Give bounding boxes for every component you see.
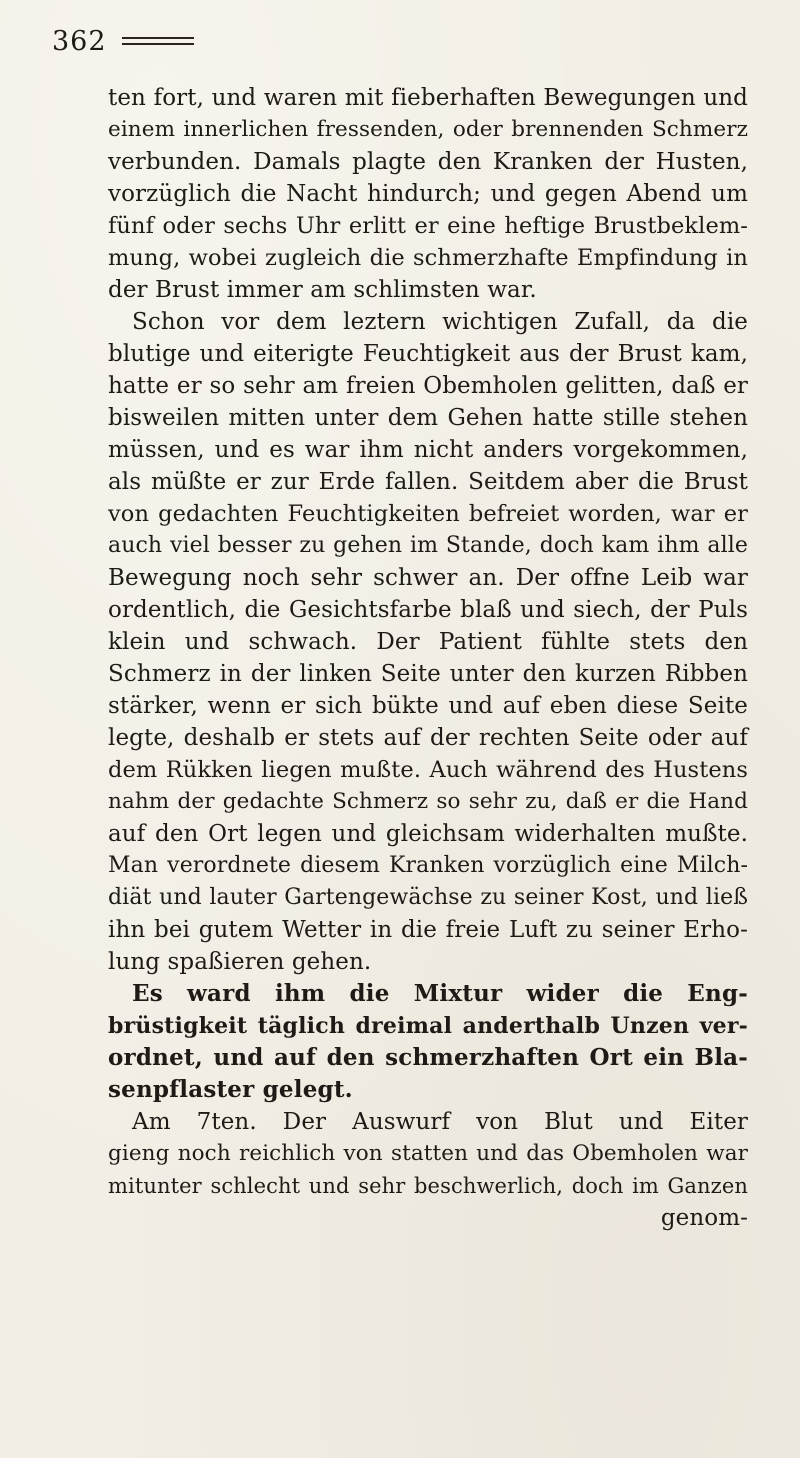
text-line: stärker, wenn er sich bükte und auf eben diese Seite (108, 693, 748, 719)
text-line: dem Rükken liegen mußte. Auch während des Hustens (108, 757, 748, 783)
text-line: gieng noch reichlich von statten und das Obemholen war (108, 1141, 748, 1166)
text-line: fünf oder sechs Uhr erlitt er eine heftige Brustbeklem- (108, 213, 748, 239)
text-line: genom- (660, 1205, 748, 1231)
page-number: 362 (52, 26, 107, 57)
header-rule (122, 37, 194, 39)
text-line: brüstigkeit täglich dreimal anderthalb Unzen ver- (108, 1013, 748, 1039)
text-line: lung spaßieren gehen. (108, 949, 372, 975)
text-line: Schmerz in der linken Seite unter den kurzen Ribben (108, 661, 748, 687)
text-line: vorzüglich die Nacht hindurch; und gegen Abend um (108, 181, 748, 207)
text-line: der Brust immer am schlimsten war. (108, 277, 537, 303)
text-line: Schon vor dem leztern wichtigen Zufall, da die (132, 309, 748, 335)
text-line: diät und lauter Gartengewächse zu seiner Kost, und ließ (108, 885, 748, 910)
text-line: nahm der gedachte Schmerz so sehr zu, daß er die Hand (108, 789, 748, 814)
text-line: von gedachten Feuchtigkeiten befreiet worden, war er (108, 501, 748, 527)
header-rule (122, 43, 194, 45)
text-line: legte, deshalb er stets auf der rechten Seite oder auf (108, 725, 748, 751)
page-header (52, 18, 752, 78)
text-line: müssen, und es war ihm nicht anders vorgekommen, (108, 437, 748, 463)
body-text (108, 82, 748, 1234)
text-line: ten fort, und waren mit fieberhaften Bewegungen und (108, 85, 748, 111)
text-line: blutige und eiterigte Feuchtigkeit aus der Brust kam, (108, 341, 748, 367)
text-line: Bewegung noch sehr schwer an. Der offne Leib war (108, 565, 748, 591)
text-line: ihn bei gutem Wetter in die freie Luft zu seiner Erho- (108, 917, 748, 943)
text-line: mitunter schlecht und sehr beschwerlich, doch im Ganzen (108, 1174, 748, 1198)
text-line: Am 7ten. Der Auswurf von Blut und Eiter (132, 1109, 748, 1135)
text-line: als müßte er zur Erde fallen. Seitdem aber die Brust (108, 469, 748, 495)
text-line: senpflaster gelegt. (108, 1076, 353, 1103)
text-line: ordentlich, die Gesichtsfarbe blaß und siech, der Puls (108, 597, 748, 623)
text-line: Es ward ihm die Mixtur wider die Eng- (132, 980, 748, 1007)
text-line: klein und schwach. Der Patient fühlte stets den (108, 629, 748, 655)
text-line: auf den Ort legen und gleichsam widerhalten mußte. (108, 821, 748, 847)
text-line: einem innerlichen fressenden, oder brennenden Schmerz (108, 117, 748, 142)
text-line: ordnet, und auf den schmerzhaften Ort ein Bla- (108, 1044, 748, 1071)
text-line: hatte er so sehr am freien Obemholen gelitten, daß er (108, 373, 748, 399)
text-line: auch viel besser zu gehen im Stande, doch kam ihm alle (108, 533, 748, 558)
text-line: Man verordnete diesem Kranken vorzüglich eine Milch- (108, 853, 748, 878)
text-line: mung, wobei zugleich die schmerzhafte Empfindung in (108, 245, 748, 271)
text-line: bisweilen mitten unter dem Gehen hatte stille stehen (108, 405, 748, 431)
text-line: verbunden. Damals plagte den Kranken der Husten, (108, 149, 748, 175)
